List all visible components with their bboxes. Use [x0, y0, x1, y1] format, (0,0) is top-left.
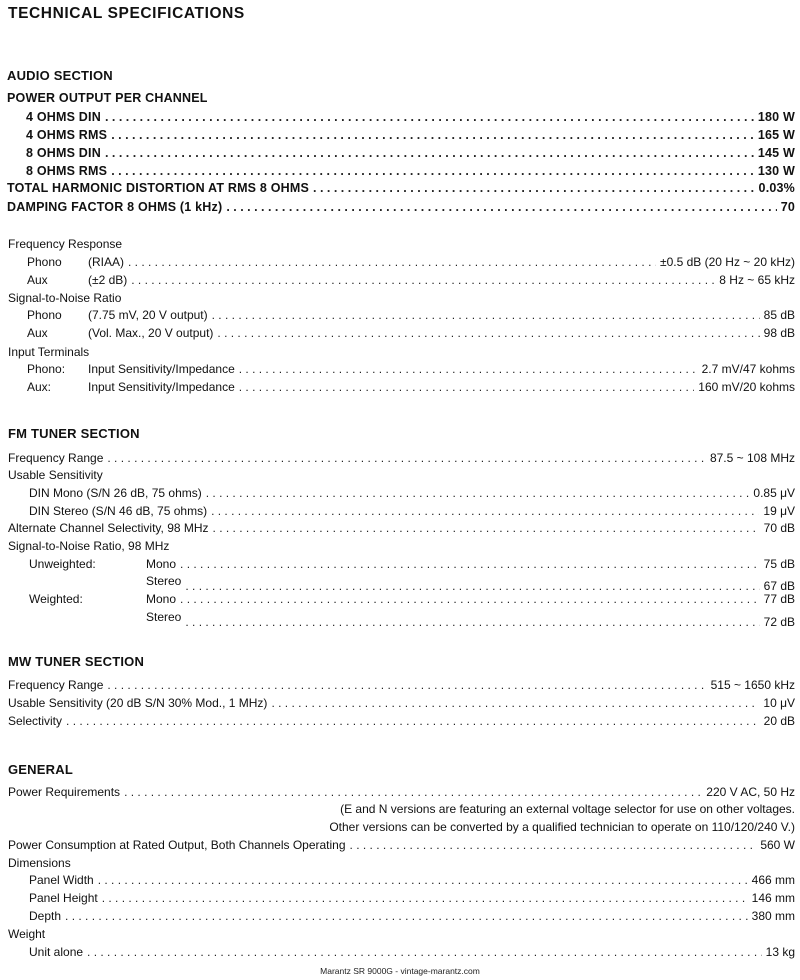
audio-section-heading: AUDIO SECTION	[7, 68, 113, 83]
spec-label: Stereo	[146, 610, 182, 624]
spec-row	[0, 272, 800, 289]
spec-value: 160 mV/20 kohms	[698, 380, 795, 394]
freq-response-heading: Frequency Response	[8, 237, 123, 251]
spec-label: Alternate Channel Selectivity, 98 MHz	[8, 521, 209, 535]
leader-dots	[66, 713, 760, 730]
spec-row	[0, 180, 800, 197]
leader-dots	[65, 908, 748, 925]
spec-value: ±0.5 dB (20 Hz ~ 20 kHz)	[660, 255, 795, 269]
spec-detail: (Vol. Max., 20 V output)	[88, 326, 214, 340]
leader-dots	[313, 180, 755, 197]
spec-label: Mono	[146, 592, 177, 606]
spec-detail: (7.75 mV, 20 V output)	[88, 308, 208, 322]
leader-dots	[102, 890, 748, 907]
spec-value: 8 Hz ~ 65 kHz	[719, 273, 795, 287]
spec-label: Phono	[27, 255, 62, 269]
spec-label: TOTAL HARMONIC DISTORTION AT RMS 8 OHMS	[7, 181, 310, 195]
spec-value: 380 mm	[751, 909, 795, 923]
spec-row	[0, 450, 800, 467]
leader-dots	[206, 485, 750, 502]
spec-row	[0, 890, 800, 907]
spec-row	[0, 325, 800, 342]
spec-value: 146 mm	[751, 891, 795, 905]
fm-section-heading: FM TUNER SECTION	[8, 426, 140, 441]
spec-value: 70	[780, 200, 795, 214]
spec-label: DIN Mono (S/N 26 dB, 75 ohms)	[29, 486, 202, 500]
spec-value: 0.03%	[758, 181, 795, 195]
spec-row	[0, 145, 800, 162]
spec-label: Phono	[27, 308, 62, 322]
spec-value: 75 dB	[763, 557, 795, 571]
snr-heading: Signal-to-Noise Ratio	[8, 291, 122, 305]
leader-dots	[105, 109, 754, 126]
voltage-note-line-1: (E and N versions are featuring an external voltage selector for use on other voltages.	[340, 802, 795, 816]
leader-dots	[180, 591, 760, 608]
leader-dots	[131, 272, 715, 289]
leader-dots	[185, 614, 759, 631]
spec-label: Stereo	[146, 574, 182, 588]
leader-dots	[107, 677, 706, 694]
page-title: TECHNICAL SPECIFICATIONS	[8, 5, 245, 22]
spec-row	[0, 837, 800, 854]
spec-group: Weighted:	[29, 592, 83, 606]
spec-label: Panel Height	[29, 891, 98, 905]
spec-value: 19 μV	[763, 504, 795, 518]
spec-row	[0, 872, 800, 889]
spec-row	[0, 199, 800, 216]
spec-row	[0, 485, 800, 502]
leader-dots	[107, 450, 706, 467]
spec-value: 13 kg	[765, 945, 795, 959]
leader-dots	[239, 361, 698, 378]
spec-label: Depth	[29, 909, 62, 923]
leader-dots	[111, 163, 754, 180]
spec-label: Aux:	[27, 380, 52, 394]
spec-row	[0, 944, 800, 961]
usable-sensitivity-heading: Usable Sensitivity	[8, 468, 103, 482]
mw-section-heading: MW TUNER SECTION	[8, 654, 145, 669]
spec-value: 20 dB	[763, 714, 795, 728]
spec-label: Panel Width	[29, 873, 94, 887]
leader-dots	[213, 520, 760, 537]
spec-value: 165 W	[757, 128, 795, 142]
spec-label: Aux	[27, 273, 48, 287]
spec-row	[0, 591, 800, 608]
spec-row	[0, 254, 800, 271]
spec-group	[29, 609, 146, 626]
spec-row	[0, 163, 800, 180]
spec-label: 8 OHMS RMS	[26, 164, 108, 178]
spec-label: DIN Stereo (S/N 46 dB, 75 ohms)	[29, 504, 208, 518]
spec-row	[0, 361, 800, 378]
spec-value: 72 dB	[763, 615, 795, 629]
spec-label: 4 OHMS RMS	[26, 128, 108, 142]
leader-dots	[350, 837, 757, 854]
spec-row	[0, 784, 800, 801]
spec-row	[0, 677, 800, 694]
spec-detail: Input Sensitivity/Impedance	[88, 380, 235, 394]
spec-group	[29, 573, 146, 590]
spec-label: Phono:	[27, 362, 66, 376]
leader-dots	[180, 556, 760, 573]
spec-value: 515 ~ 1650 kHz	[710, 678, 795, 692]
leader-dots	[271, 695, 759, 712]
spec-row	[0, 695, 800, 712]
spec-row	[0, 520, 800, 537]
spec-row	[0, 573, 800, 593]
spec-detail: (RIAA)	[88, 255, 124, 269]
spec-value: 98 dB	[763, 326, 795, 340]
page-footer: Marantz SR 9000G - vintage-marantz.com	[320, 966, 480, 976]
spec-row	[0, 503, 800, 520]
spec-value: 130 W	[757, 164, 795, 178]
spec-label: DAMPING FACTOR 8 OHMS (1 kHz)	[7, 200, 223, 214]
spec-value: 0.85 μV	[753, 486, 795, 500]
spec-value: 67 dB	[763, 579, 795, 593]
leader-dots	[111, 127, 754, 144]
spec-value: 560 W	[760, 838, 795, 852]
weight-heading: Weight	[8, 927, 46, 941]
spec-value: 145 W	[757, 146, 795, 160]
spec-value: 2.7 mV/47 kohms	[701, 362, 795, 376]
fm-snr-heading: Signal-to-Noise Ratio, 98 MHz	[8, 539, 170, 553]
spec-label: Aux	[27, 326, 48, 340]
spec-row	[0, 609, 800, 629]
leader-dots	[217, 325, 759, 342]
spec-row	[0, 713, 800, 730]
leader-dots	[239, 379, 695, 396]
spec-value: 220 V AC, 50 Hz	[706, 785, 795, 799]
spec-label: 4 OHMS DIN	[26, 110, 101, 124]
spec-label: Unit alone	[29, 945, 84, 959]
leader-dots	[212, 307, 760, 324]
spec-label: 8 OHMS DIN	[26, 146, 101, 160]
spec-value: 466 mm	[751, 873, 795, 887]
spec-value: 70 dB	[763, 521, 795, 535]
spec-label: Selectivity	[8, 714, 63, 728]
spec-detail: Input Sensitivity/Impedance	[88, 362, 235, 376]
leader-dots	[124, 784, 702, 801]
spec-label: Frequency Range	[8, 678, 104, 692]
spec-detail: (±2 dB)	[88, 273, 128, 287]
spec-label: Power Consumption at Rated Output, Both Channels Operating	[8, 838, 346, 852]
leader-dots	[226, 199, 776, 216]
dimensions-heading: Dimensions	[8, 856, 71, 870]
spec-row	[0, 307, 800, 324]
spec-value: 77 dB	[763, 592, 795, 606]
leader-dots	[211, 503, 759, 520]
spec-value: 85 dB	[763, 308, 795, 322]
spec-group: Unweighted:	[29, 557, 96, 571]
spec-row	[0, 908, 800, 925]
voltage-note-line-2: Other versions can be converted by a qualified technician to operate on 110/120/240 V.)	[329, 820, 795, 834]
leader-dots	[105, 145, 754, 162]
spec-value: 87.5 ~ 108 MHz	[709, 451, 795, 465]
spec-label: Power Requirements	[8, 785, 121, 799]
spec-label: Usable Sensitivity (20 dB S/N 30% Mod., 1 MHz)	[8, 696, 268, 710]
spec-value: 10 μV	[763, 696, 795, 710]
spec-value: 180 W	[757, 110, 795, 124]
spec-row	[0, 556, 800, 573]
leader-dots	[98, 872, 748, 889]
input-terminals-heading: Input Terminals	[8, 345, 90, 359]
spec-row	[0, 109, 800, 126]
leader-dots	[128, 254, 656, 271]
spec-label: Mono	[146, 557, 177, 571]
spec-row	[0, 127, 800, 144]
leader-dots	[87, 944, 762, 961]
spec-row	[0, 379, 800, 396]
power-output-heading: POWER OUTPUT PER CHANNEL	[7, 91, 208, 105]
general-section-heading: GENERAL	[8, 762, 73, 777]
spec-label: Frequency Range	[8, 451, 104, 465]
